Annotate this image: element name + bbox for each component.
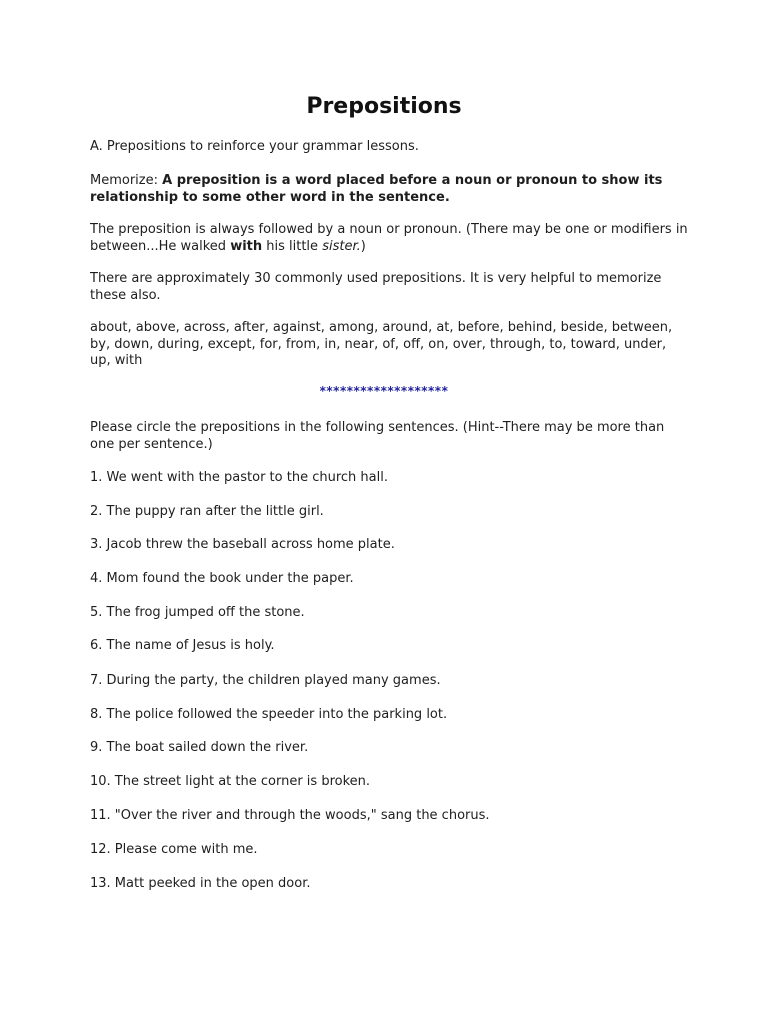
sentence-item: 1. We went with the pastor to the church hall. xyxy=(90,470,388,485)
memorize-label: Memorize: xyxy=(90,173,163,188)
sentence-item: 3. Jacob threw the baseball across home plate. xyxy=(90,537,395,552)
sentence-item: 7. During the party, the children played many games. xyxy=(90,673,441,688)
followed-italic-word: sister. xyxy=(322,238,361,254)
asterisk-divider: ******************* xyxy=(319,384,449,398)
sentence-item: 8. The police followed the speeder into the parking lot. xyxy=(90,707,448,722)
followed-text-start: The preposition is always followed by a noun or pronoun. (There may be one or modifiers in between...He walked xyxy=(90,222,688,254)
followed-bold-word: with xyxy=(230,238,263,254)
instructions-paragraph: Please circle the prepositions in the following sentences. (Hint--There may be more than one per sentence.) xyxy=(90,420,665,452)
intro-paragraph: A. Prepositions to reinforce your grammar lessons. xyxy=(90,139,419,154)
sentence-item: 6. The name of Jesus is holy. xyxy=(90,638,275,653)
page-title: Prepositions xyxy=(306,94,462,119)
followed-text-middle: his little xyxy=(262,238,323,254)
followed-text-end: ) xyxy=(360,238,366,254)
sentence-item: 4. Mom found the book under the paper. xyxy=(90,571,354,586)
preposition-list: about, above, across, after, against, among, around, at, before, behind, beside, between, by, down, during, except, for, from, in, near, of, off, on, over, through, to, toward, under, up, with xyxy=(90,320,673,368)
sentence-item: 12. Please come with me. xyxy=(90,842,258,857)
memorize-paragraph xyxy=(90,173,690,206)
sentence-item: 5. The frog jumped off the stone. xyxy=(90,605,305,620)
preposition-definition: A preposition is a word placed before a noun or pronoun to show its relationship to some other word in the sentence. xyxy=(90,173,663,205)
sentence-item: 10. The street light at the corner is broken. xyxy=(90,774,371,789)
sentence-item: 13. Matt peeked in the open door. xyxy=(90,876,311,891)
approx-paragraph: There are approximately 30 commonly used prepositions. It is very helpful to memorize these also. xyxy=(90,271,662,303)
sentence-item: 2. The puppy ran after the little girl. xyxy=(90,504,324,519)
sentence-item: 11. "Over the river and through the woods," sang the chorus. xyxy=(90,808,490,823)
followed-paragraph xyxy=(90,222,690,255)
sentence-item: 9. The boat sailed down the river. xyxy=(90,740,309,755)
